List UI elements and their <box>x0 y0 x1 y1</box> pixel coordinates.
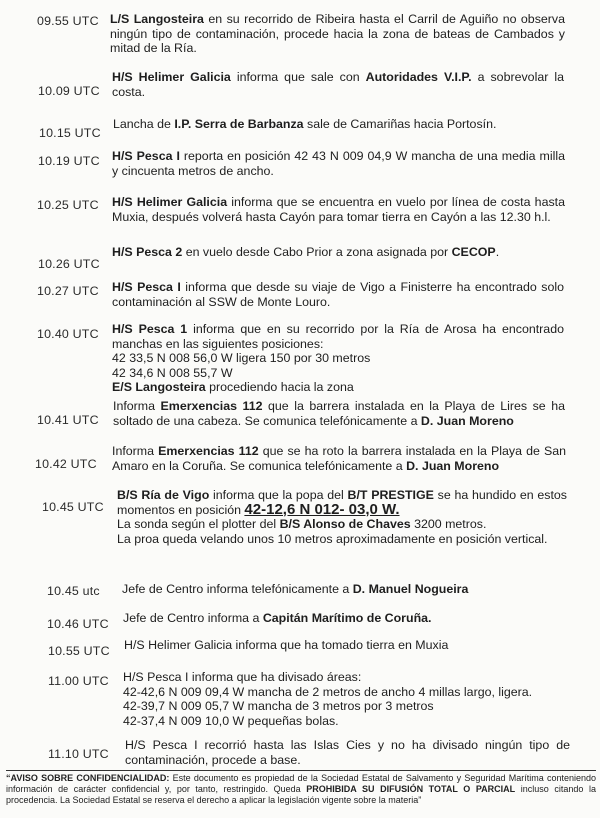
entry-time: 10.42 UTC <box>35 457 97 471</box>
entry-text <box>117 488 567 546</box>
bold-name: B/T PRESTIGE <box>347 488 434 502</box>
bold-name: D. Juan Moreno <box>420 413 514 428</box>
position-line: 42 33,5 N 008 56,0 W ligera 150 por 30 metros <box>112 351 371 366</box>
entry-time: 11.10 UTC <box>48 747 109 761</box>
text-run: informa que en su recorrido por la Ría de Arosa ha encontrado manchas en las siguientes posiciones: <box>112 322 564 351</box>
text-run: informa que se encuentra en vuelo por línea de costa hasta Muxia, después volverá hasta Cayón para tomar tierra en Cayón a las 12.30 h.l. <box>112 195 565 224</box>
bold-name: Capitán Marítimo de Coruña. <box>262 611 432 625</box>
entry-paragraph <box>117 532 567 547</box>
entry-time: 10.26 UTC <box>38 257 100 271</box>
text-run: se ha hundido en estos momentos en posición <box>117 488 568 517</box>
entry-time: 10.41 UTC <box>37 413 99 427</box>
entry-time: 10.46 UTC <box>47 617 109 631</box>
entry-time: 10.55 UTC <box>48 644 110 658</box>
bold-name: H/S Pesca 1 <box>112 322 188 336</box>
text-run: sale de Camariñas hacia Portosín. <box>303 117 497 131</box>
bold-name: H/S Pesca 2 <box>112 245 183 259</box>
bold-name: H/S Pesca I <box>112 280 181 294</box>
entry-text <box>112 70 564 99</box>
position-line: 42-39,7 N 009 05,7 W mancha de 3 metros por 3 metros <box>123 699 434 714</box>
text-run: H/S Helimer Galicia informa que ha tomado tierra en Muxia <box>124 638 449 652</box>
entry-text <box>113 399 565 428</box>
entry-paragraph <box>112 322 564 351</box>
position-line: 42 34,6 N 008 55,7 W <box>112 365 233 380</box>
entry-text <box>112 280 564 309</box>
text-run: La proa queda velando unos 10 metros aproximadamente en posición vertical. <box>117 531 548 546</box>
notice-text: incluso citando la procedencia. La Sociedad Estatal se reserva el derecho a aplicar la legislación vigente sobre la materia” <box>6 784 596 805</box>
text-run: a sobrevolar la costa. <box>112 70 565 99</box>
text-run: informa que desde su viaje de Vigo a Finisterre ha encontrado solo contaminación al SSW de Monte Louro. <box>112 280 565 309</box>
entry-text <box>123 670 571 728</box>
entry-text <box>125 738 570 767</box>
bold-name: CECOP <box>451 245 496 259</box>
entry-time: 11.00 UTC <box>48 674 109 688</box>
bold-name: H/S Helimer Galicia <box>112 195 228 209</box>
text-run: La sonda según el plotter del <box>117 517 280 532</box>
notice-label: “AVISO SOBRE CONFIDENCIALIDAD: <box>6 773 170 783</box>
bold-name: D. Juan Moreno <box>406 458 500 473</box>
entry-paragraph <box>117 517 567 532</box>
text-run: informa que sale con <box>230 70 366 84</box>
entry-time: 10.19 UTC <box>38 154 100 168</box>
entry-paragraph <box>112 380 564 395</box>
text-run: en su recorrido de Ribeira hasta el Carril de Aguiño no observa ningún tipo de contaminación, procede hacia la zona de bateas de Cambados y mitad de la Ría. <box>110 12 565 56</box>
entry-time: 10.40 UTC <box>37 327 99 341</box>
entry-text <box>113 117 563 132</box>
entry-time: 10.45 utc <box>47 584 100 598</box>
entry-time: 10.45 UTC <box>42 500 104 514</box>
bold-name: L/S Langosteira <box>110 12 204 26</box>
bold-name: D. Manuel Nogueira <box>352 582 469 596</box>
notice-prohibition: PROHIBIDA SU DIFUSIÓN TOTAL O PARCIAL <box>306 784 516 794</box>
text-run: H/S Pesca I informa que ha divisado áreas: <box>123 670 362 684</box>
text-run: Jefe de Centro informa a <box>123 611 263 625</box>
entry-time: 10.15 UTC <box>39 126 101 140</box>
entry-time: 10.25 UTC <box>37 198 99 212</box>
entry-text <box>112 245 565 260</box>
text-run: Informa <box>113 399 161 413</box>
text-run: reporta en posición 42 43 N 009 04,9 W mancha de una media milla y cincuenta metros de ancho. <box>112 149 565 178</box>
bold-name: H/S Pesca I <box>112 149 180 163</box>
bold-name: Emerxencias 112 <box>158 444 259 458</box>
bold-name: B/S Alonso de Chaves <box>279 517 411 532</box>
entry-text <box>123 611 568 626</box>
entry-time: 10.09 UTC <box>38 84 100 98</box>
entry-text <box>110 12 565 56</box>
entry-paragraph <box>123 670 571 685</box>
entry-text <box>112 195 565 224</box>
position-line: 42-42,6 N 009 09,4 W mancha de 2 metros de ancho 4 millas largo, ligera. <box>123 684 533 699</box>
entry-text <box>112 444 566 473</box>
entry-text <box>112 149 565 178</box>
confidentiality-notice <box>6 770 596 806</box>
text-run: H/S Pesca I recorrió hasta las Islas Cies y no ha divisado ningún tipo de contaminación, procede a base. <box>125 738 570 767</box>
bold-name: H/S Helimer Galicia <box>112 70 231 84</box>
notice-text: Este documento es propiedad de la Sociedad Estatal de Salvamento y Seguridad Marítima conteniendo información de carácter confidencial y, por tanto, restringido. Queda <box>6 773 596 794</box>
bold-name: Autoridades V.I.P. <box>365 70 472 84</box>
bold-name: E/S Langosteira <box>112 380 206 395</box>
text-run: procediendo hacia la zona <box>205 380 354 395</box>
sinking-position: 42-12,6 N 012- 03,0 W. <box>244 500 400 518</box>
entry-text <box>124 638 569 653</box>
text-run: . <box>495 245 500 259</box>
entry-text <box>122 582 567 597</box>
entry-text <box>112 322 564 395</box>
bold-name: B/S Ría de Vigo <box>117 488 210 502</box>
entry-time: 09.55 UTC <box>37 14 99 28</box>
bold-name: Emerxencias 112 <box>160 399 263 413</box>
text-run: Informa <box>112 444 159 458</box>
position-line: 42-37,4 N 009 10,0 W pequeñas bolas. <box>123 713 339 728</box>
text-run: que se ha roto la barrera instalada en la Playa de San Amaro en la Coruña. Se comunica telefónicamente a <box>112 444 566 473</box>
text-run: informa que la popa del <box>209 488 348 502</box>
text-run: en vuelo desde Cabo Prior a zona asignada por <box>182 245 452 259</box>
entry-paragraph <box>117 488 567 517</box>
bold-name: I.P. Serra de Barbanza <box>174 117 304 131</box>
text-run: Jefe de Centro informa telefónicamente a <box>122 582 353 596</box>
entry-time: 10.27 UTC <box>37 284 99 298</box>
text-run: 3200 metros. <box>410 517 487 532</box>
text-run: Lancha de <box>113 117 175 131</box>
text-run: que la barrera instalada en la Playa de Lires se ha soltado de una cabeza. Se comunica telefónicamente a <box>113 399 565 428</box>
